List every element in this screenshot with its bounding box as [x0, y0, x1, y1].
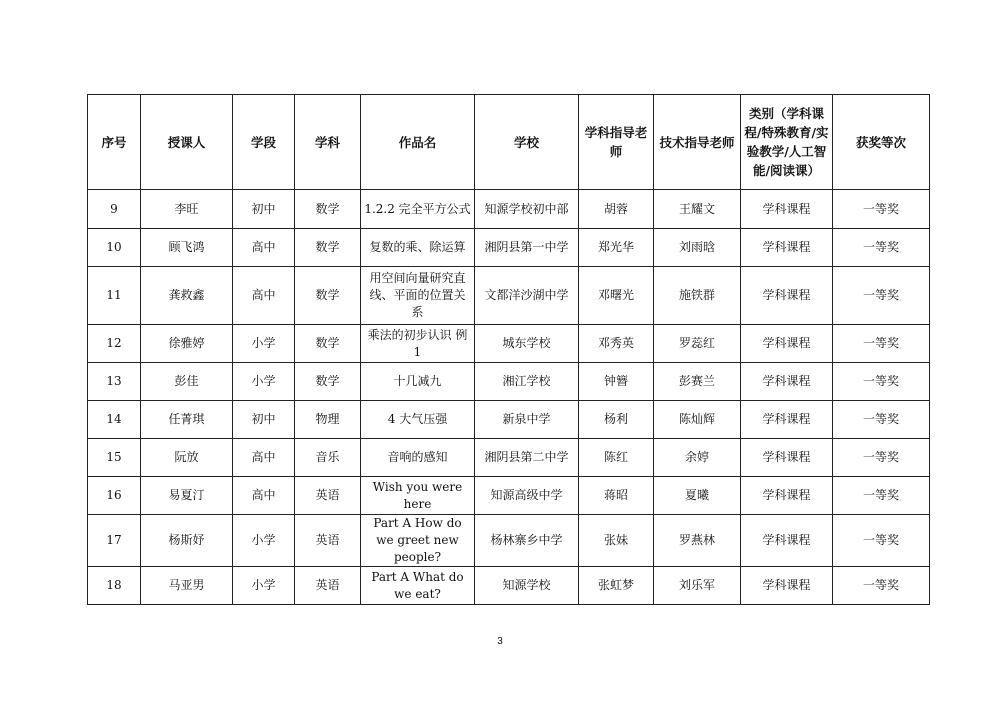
- cell-tech-advisor: 陈灿辉: [654, 401, 741, 439]
- cell-index: 9: [88, 190, 141, 229]
- cell-tech-advisor: 施铁群: [654, 267, 741, 325]
- cell-stage: 高中: [233, 477, 295, 515]
- cell-work: Part A What do we eat?: [361, 567, 475, 605]
- table-row: [88, 325, 930, 363]
- cell-school: 城东学校: [475, 325, 579, 363]
- header-teacher: 授课人: [141, 95, 233, 190]
- cell-subject: 英语: [295, 567, 361, 605]
- cell-school: 杨林寨乡中学: [475, 515, 579, 567]
- cell-stage: 高中: [233, 229, 295, 267]
- cell-subject-advisor: 杨利: [579, 401, 654, 439]
- cell-work: 4 大气压强: [361, 401, 475, 439]
- cell-award: 一等奖: [833, 401, 930, 439]
- header-tech-advisor: 技术指导老师: [654, 95, 741, 190]
- table-row: [88, 229, 930, 267]
- cell-teacher: 彭佳: [141, 363, 233, 401]
- cell-subject: 英语: [295, 477, 361, 515]
- cell-index: 16: [88, 477, 141, 515]
- cell-subject: 数学: [295, 190, 361, 229]
- cell-category: 学科课程: [741, 567, 833, 605]
- cell-subject-advisor: 郑光华: [579, 229, 654, 267]
- cell-teacher: 李旺: [141, 190, 233, 229]
- cell-category: 学科课程: [741, 190, 833, 229]
- cell-teacher: 任菁琪: [141, 401, 233, 439]
- cell-subject-advisor: 张妹: [579, 515, 654, 567]
- cell-teacher: 易夏汀: [141, 477, 233, 515]
- cell-index: 10: [88, 229, 141, 267]
- cell-subject: 数学: [295, 325, 361, 363]
- cell-award: 一等奖: [833, 325, 930, 363]
- cell-school: 湘阴县第二中学: [475, 439, 579, 477]
- table-row: [88, 190, 930, 229]
- cell-category: 学科课程: [741, 267, 833, 325]
- cell-teacher: 龚救鑫: [141, 267, 233, 325]
- cell-category: 学科课程: [741, 229, 833, 267]
- cell-index: 14: [88, 401, 141, 439]
- header-stage: 学段: [233, 95, 295, 190]
- cell-subject: 英语: [295, 515, 361, 567]
- cell-stage: 初中: [233, 190, 295, 229]
- cell-award: 一等奖: [833, 190, 930, 229]
- table-row: [88, 515, 930, 567]
- cell-category: 学科课程: [741, 401, 833, 439]
- cell-award: 一等奖: [833, 567, 930, 605]
- cell-award: 一等奖: [833, 363, 930, 401]
- cell-tech-advisor: 彭赛兰: [654, 363, 741, 401]
- table-row: [88, 363, 930, 401]
- header-row: [88, 95, 930, 190]
- table-row: [88, 567, 930, 605]
- cell-school: 知源学校: [475, 567, 579, 605]
- header-category: 类别（学科课程/特殊教育/实验教学/人工智能/阅读课）: [741, 95, 833, 190]
- cell-subject-advisor: 蒋昭: [579, 477, 654, 515]
- cell-school: 新泉中学: [475, 401, 579, 439]
- cell-subject-advisor: 张虹梦: [579, 567, 654, 605]
- cell-work: 音响的感知: [361, 439, 475, 477]
- cell-subject-advisor: 陈红: [579, 439, 654, 477]
- cell-teacher: 杨斯妤: [141, 515, 233, 567]
- cell-subject: 数学: [295, 267, 361, 325]
- cell-stage: 高中: [233, 267, 295, 325]
- cell-subject-advisor: 胡蓉: [579, 190, 654, 229]
- cell-category: 学科课程: [741, 515, 833, 567]
- cell-school: 知源学校初中部: [475, 190, 579, 229]
- cell-tech-advisor: 余婷: [654, 439, 741, 477]
- table-row: [88, 267, 930, 325]
- cell-school: 知源高级中学: [475, 477, 579, 515]
- table-body: [88, 190, 930, 605]
- cell-award: 一等奖: [833, 267, 930, 325]
- cell-teacher: 徐雅婷: [141, 325, 233, 363]
- cell-stage: 小学: [233, 325, 295, 363]
- cell-category: 学科课程: [741, 325, 833, 363]
- cell-school: 湘江学校: [475, 363, 579, 401]
- table-row: [88, 477, 930, 515]
- cell-category: 学科课程: [741, 439, 833, 477]
- cell-work: 乘法的初步认识 例 1: [361, 325, 475, 363]
- cell-teacher: 顾飞鸿: [141, 229, 233, 267]
- cell-stage: 初中: [233, 401, 295, 439]
- cell-work: Wish you were here: [361, 477, 475, 515]
- cell-work: 用空间向量研究直线、平面的位置关系: [361, 267, 475, 325]
- header-index: 序号: [88, 95, 141, 190]
- cell-award: 一等奖: [833, 439, 930, 477]
- table-row: [88, 401, 930, 439]
- header-subject: 学科: [295, 95, 361, 190]
- cell-stage: 小学: [233, 567, 295, 605]
- header-award: 获奖等次: [833, 95, 930, 190]
- cell-subject-advisor: 邓曙光: [579, 267, 654, 325]
- cell-award: 一等奖: [833, 477, 930, 515]
- cell-stage: 小学: [233, 515, 295, 567]
- page-number: 3: [497, 636, 503, 647]
- awards-table: [87, 94, 930, 605]
- cell-award: 一等奖: [833, 515, 930, 567]
- cell-work: 1.2.2 完全平方公式: [361, 190, 475, 229]
- table-row: [88, 439, 930, 477]
- cell-tech-advisor: 夏曦: [654, 477, 741, 515]
- cell-work: 复数的乘、除运算: [361, 229, 475, 267]
- cell-school: 湘阴县第一中学: [475, 229, 579, 267]
- cell-teacher: 阮放: [141, 439, 233, 477]
- cell-category: 学科课程: [741, 363, 833, 401]
- cell-tech-advisor: 罗蕊红: [654, 325, 741, 363]
- cell-index: 15: [88, 439, 141, 477]
- cell-work: 十几减九: [361, 363, 475, 401]
- cell-tech-advisor: 刘雨晗: [654, 229, 741, 267]
- cell-index: 12: [88, 325, 141, 363]
- cell-work: Part A How do we greet new people?: [361, 515, 475, 567]
- cell-tech-advisor: 罗燕林: [654, 515, 741, 567]
- cell-index: 11: [88, 267, 141, 325]
- cell-subject: 数学: [295, 363, 361, 401]
- cell-stage: 小学: [233, 363, 295, 401]
- header-subject-advisor: 学科指导老师: [579, 95, 654, 190]
- header-work: 作品名: [361, 95, 475, 190]
- cell-tech-advisor: 王耀文: [654, 190, 741, 229]
- cell-tech-advisor: 刘乐军: [654, 567, 741, 605]
- cell-category: 学科课程: [741, 477, 833, 515]
- cell-subject: 数学: [295, 229, 361, 267]
- cell-stage: 高中: [233, 439, 295, 477]
- cell-school: 文都洋沙湖中学: [475, 267, 579, 325]
- cell-award: 一等奖: [833, 229, 930, 267]
- cell-subject: 音乐: [295, 439, 361, 477]
- cell-index: 17: [88, 515, 141, 567]
- header-school: 学校: [475, 95, 579, 190]
- cell-subject-advisor: 邓秀英: [579, 325, 654, 363]
- cell-subject-advisor: 钟簪: [579, 363, 654, 401]
- cell-index: 18: [88, 567, 141, 605]
- cell-index: 13: [88, 363, 141, 401]
- cell-teacher: 马亚男: [141, 567, 233, 605]
- cell-subject: 物理: [295, 401, 361, 439]
